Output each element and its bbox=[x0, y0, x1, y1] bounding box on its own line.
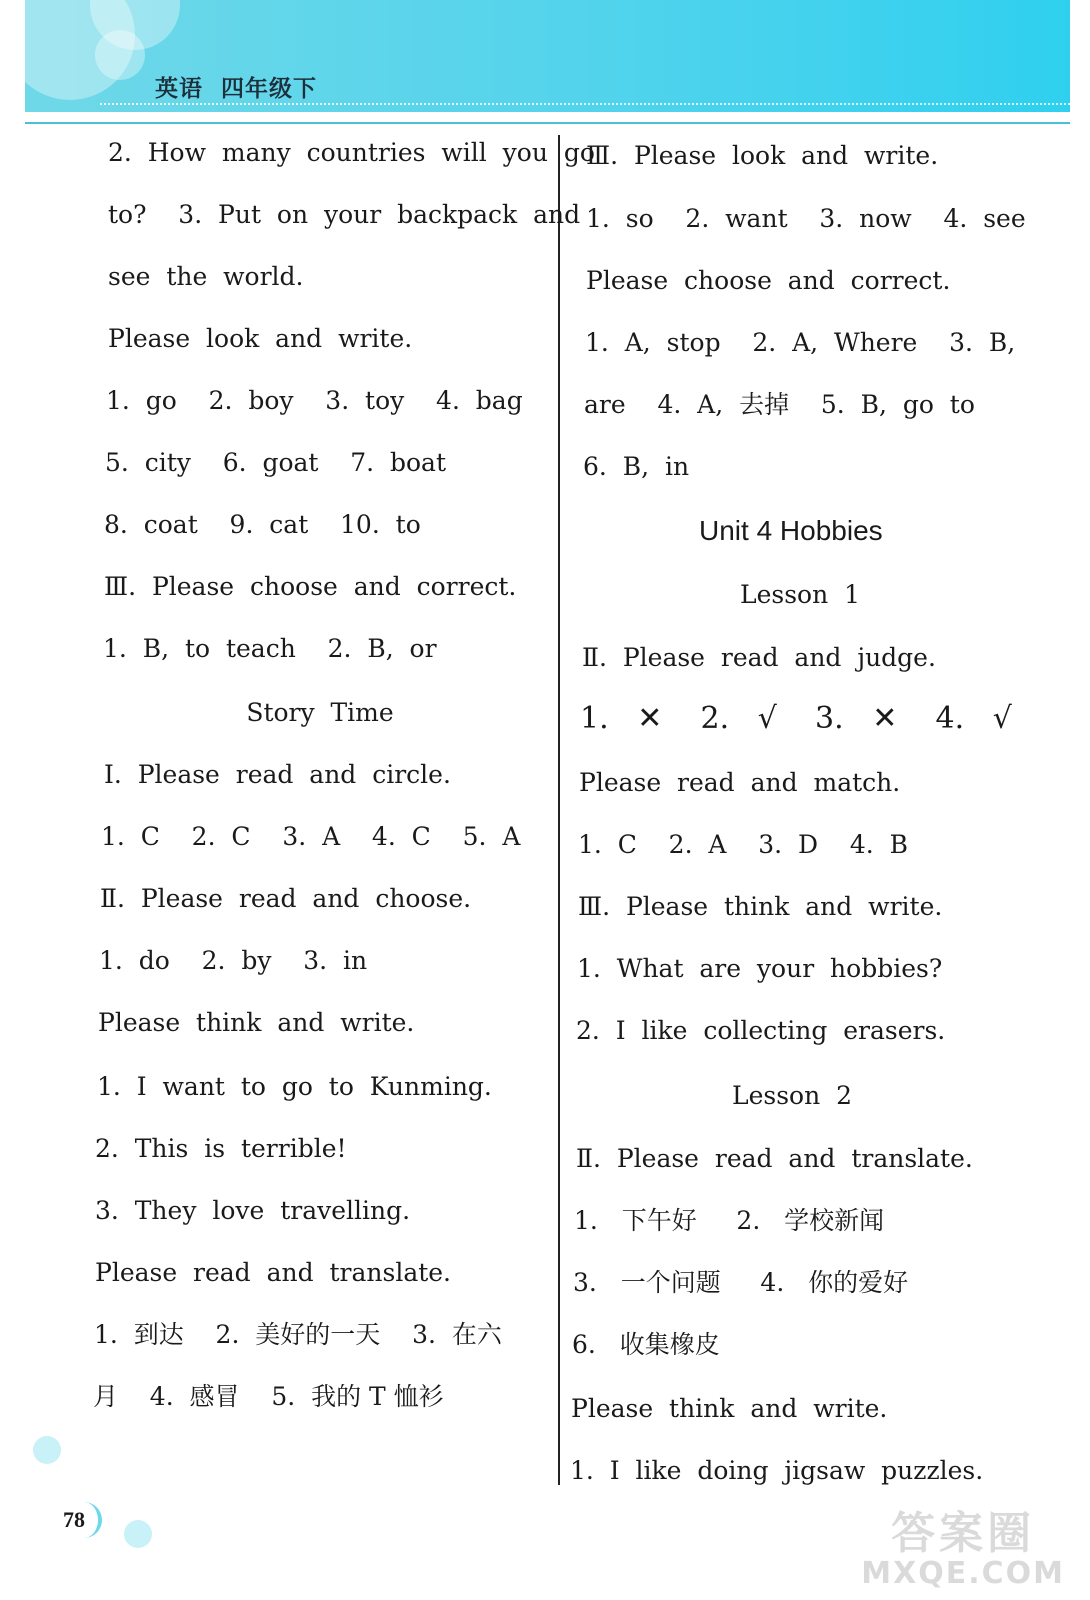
text-line: 1. 到达 2. 美好的一天 3. 在六 bbox=[94, 1320, 502, 1349]
text-line: 6. 收集橡皮 bbox=[572, 1330, 720, 1359]
text-line: 1. do 2. by 3. in bbox=[99, 946, 368, 975]
section-heading: Ⅲ. Please look and write. bbox=[586, 141, 939, 170]
text-line: 6. B, in bbox=[583, 452, 690, 481]
section-heading: Please look and write. bbox=[108, 324, 413, 353]
subsection-title: Story Time bbox=[246, 698, 394, 727]
text-line: 3. They love travelling. bbox=[95, 1196, 411, 1225]
site-watermark bbox=[861, 1510, 1065, 1590]
text-line: 1. 下午好 2. 学校新闻 bbox=[574, 1206, 885, 1235]
watermark-url: MXQE.COM bbox=[861, 1556, 1065, 1591]
text-line: 1. A, stop 2. A, Where 3. B, bbox=[585, 328, 1016, 357]
lesson-title: Lesson 2 bbox=[731, 1081, 852, 1110]
footer-circle-decoration bbox=[33, 1436, 61, 1464]
text-line: to? 3. Put on your backpack and bbox=[108, 200, 581, 229]
text-line: 2. This is terrible! bbox=[95, 1134, 347, 1163]
text-line: 3. 一个问题 4. 你的爱好 bbox=[573, 1268, 909, 1297]
text-line: 8. coat 9. cat 10. to bbox=[104, 510, 421, 539]
text-line: 2. How many countries will you go bbox=[108, 138, 595, 167]
section-heading: Ⅱ. Please read and judge. bbox=[582, 643, 936, 672]
footer-circle-decoration bbox=[124, 1520, 152, 1548]
text-line: are 4. A, 去掉 5. B, go to bbox=[584, 390, 975, 419]
section-heading: Ⅲ. Please choose and correct. bbox=[104, 572, 517, 601]
text-line: 1. B, to teach 2. B, or bbox=[103, 634, 437, 663]
section-heading: Ⅲ. Please think and write. bbox=[578, 892, 943, 921]
page-number: 78 bbox=[50, 1502, 102, 1538]
section-heading: Please read and match. bbox=[579, 768, 901, 797]
text-line: 1. so 2. want 3. now 4. see bbox=[586, 204, 1026, 233]
unit-title: Unit 4 Hobbies bbox=[699, 515, 883, 546]
text-line: see the world. bbox=[108, 262, 304, 291]
section-heading: Please read and translate. bbox=[95, 1258, 452, 1287]
header-rule bbox=[25, 122, 1070, 124]
header-dotted-line bbox=[100, 103, 1070, 105]
text-line: 1. What are your hobbies? bbox=[577, 954, 943, 983]
text-line: 1. go 2. boy 3. toy 4. bag bbox=[106, 386, 523, 415]
section-heading: Please think and write. bbox=[571, 1394, 888, 1423]
book-title: 英语 四年级下 bbox=[155, 76, 318, 102]
lesson-title: Lesson 1 bbox=[739, 580, 860, 609]
section-heading: Ⅱ. Please read and translate. bbox=[576, 1144, 973, 1173]
text-line: 1. C 2. C 3. A 4. C 5. A bbox=[101, 822, 521, 851]
text-line: 1. C 2. A 3. D 4. B bbox=[578, 830, 908, 859]
section-heading: Ⅱ. Please read and choose. bbox=[100, 884, 472, 913]
text-line: 月 4. 感冒 5. 我的 T 恤衫 bbox=[93, 1382, 444, 1411]
text-line: 1. I like doing jigsaw puzzles. bbox=[570, 1456, 984, 1485]
text-line: 1. I want to go to Kunming. bbox=[97, 1072, 492, 1101]
section-heading: Ⅰ. Please read and circle. bbox=[104, 760, 451, 789]
column-divider bbox=[558, 135, 560, 1485]
header-bubble-decoration bbox=[95, 30, 145, 80]
text-line: 2. I like collecting erasers. bbox=[576, 1016, 946, 1045]
page-header-banner bbox=[25, 0, 1070, 112]
text-line: 5. city 6. goat 7. boat bbox=[105, 448, 446, 477]
section-heading: Please choose and correct. bbox=[586, 266, 951, 295]
section-heading: Please think and write. bbox=[98, 1008, 415, 1037]
text-line: 1. ✕ 2. √ 3. ✕ 4. √ bbox=[580, 701, 1012, 736]
watermark-text: 答案圈 bbox=[891, 1508, 1036, 1559]
